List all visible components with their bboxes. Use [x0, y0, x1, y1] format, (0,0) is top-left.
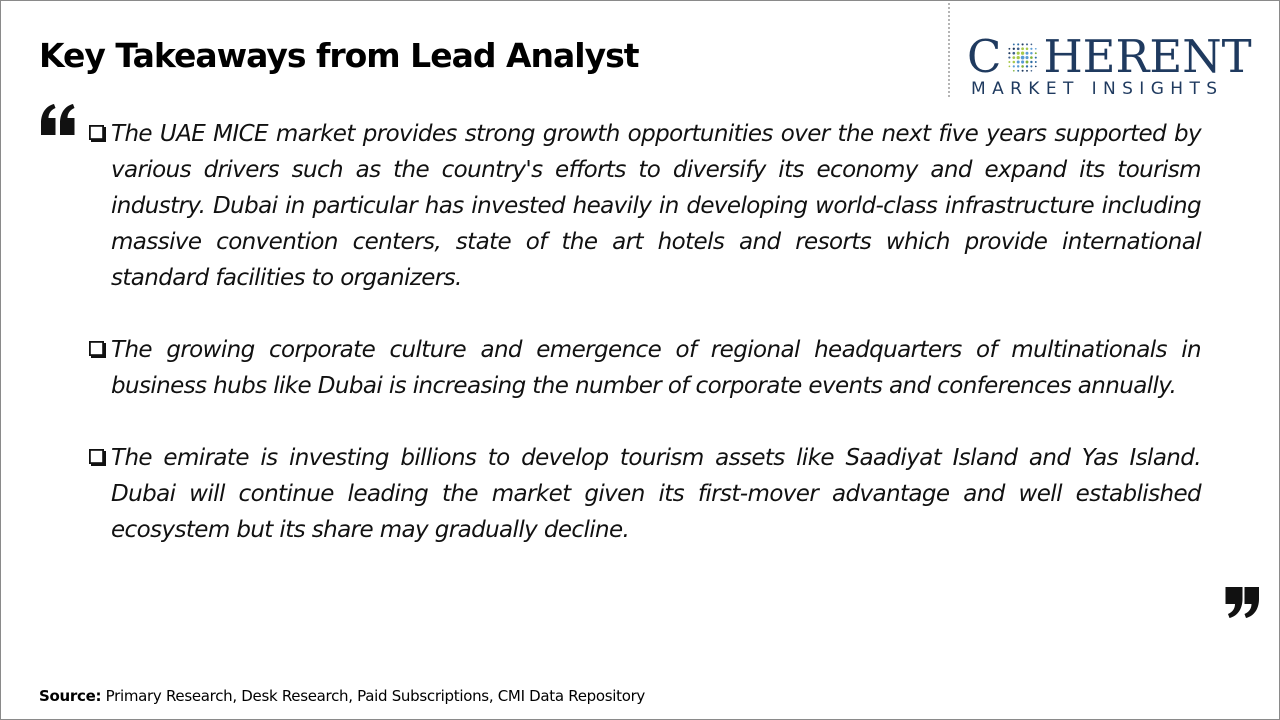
takeaway-text: The emirate is investing billions to develop tourism assets like Saadiyat Island and Yas Island. Dubai will continue leading the market given its first-mover advantage and well established ecosystem but its share may gradually decline.	[111, 445, 1201, 543]
logo-wordmark-start: C	[967, 30, 1002, 83]
source-label: Source:	[39, 687, 102, 705]
checkbox-bullet-icon	[89, 341, 106, 358]
logo-wordmark-end: HERENT	[1043, 30, 1252, 83]
source-text: Primary Research, Desk Research, Paid Subscriptions, CMI Data Repository	[101, 687, 646, 705]
checkbox-bullet-icon	[89, 125, 106, 142]
company-logo	[967, 31, 1267, 101]
logo-divider	[948, 3, 950, 97]
takeaway-item	[87, 332, 1201, 404]
quote-open-icon	[39, 101, 77, 139]
quote-close-icon	[1223, 583, 1261, 621]
takeaway-item	[87, 116, 1201, 296]
dotted-globe-icon	[1002, 37, 1042, 77]
takeaway-text: The growing corporate culture and emergence of regional headquarters of multinationals in business hubs like Dubai is increasing the number of corporate events and conferences annually.	[111, 337, 1201, 399]
logo-wordmark	[967, 31, 1252, 83]
page-title: Key Takeaways from Lead Analyst	[39, 36, 639, 75]
source-note	[39, 687, 645, 705]
checkbox-bullet-icon	[89, 449, 106, 466]
takeaway-item	[87, 440, 1201, 548]
takeaways-list	[87, 116, 1201, 584]
takeaway-text: The UAE MICE market provides strong growth opportunities over the next five years supported by various drivers such as the country's efforts to diversify its economy and expand its tourism industry. Dubai in particular has invested heavily in developing world-class infrastructure including massive convention centers, state of the art hotels and resorts which provide international standard facilities to organizers.	[111, 121, 1201, 291]
logo-tagline: MARKET INSIGHTS	[971, 79, 1224, 99]
